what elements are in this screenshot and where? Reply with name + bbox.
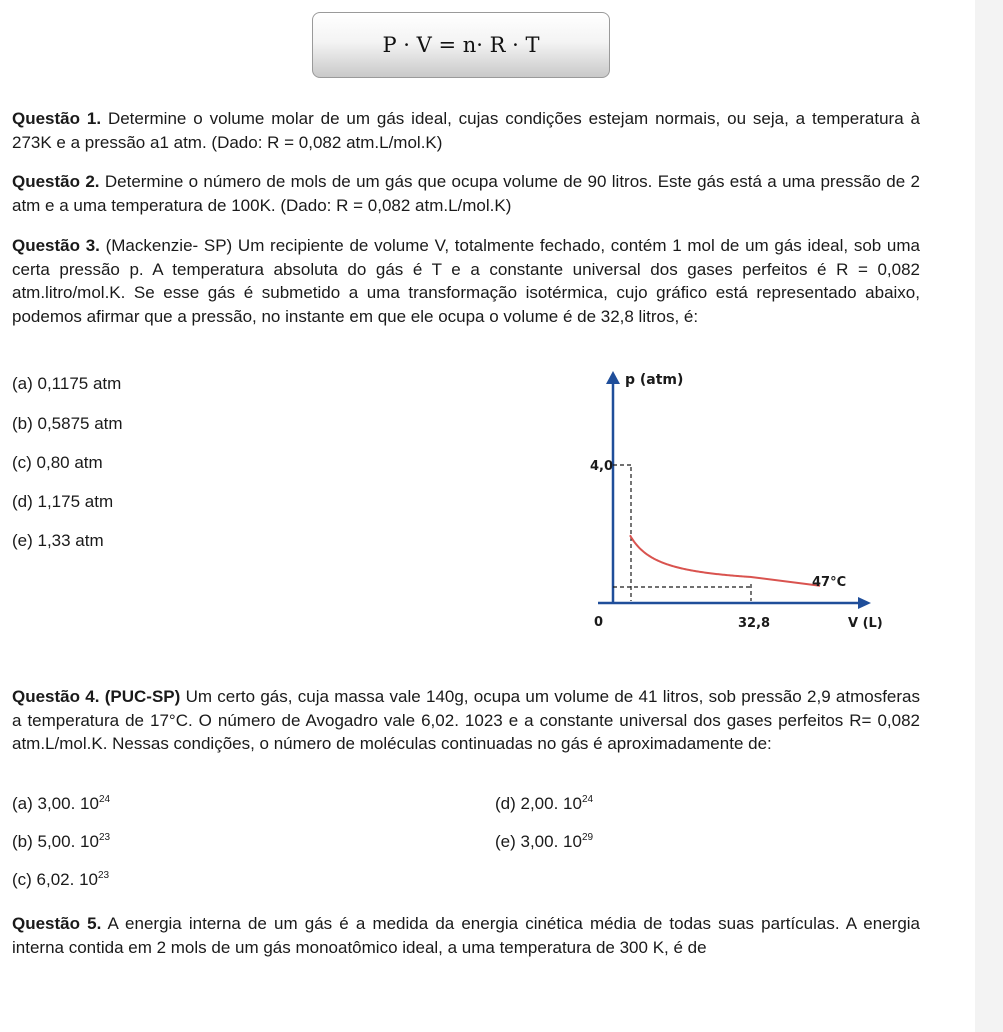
y-tick-label: 4,0	[590, 459, 614, 474]
isotherm-chart	[560, 365, 900, 640]
question-2-label: Questão 2.	[12, 172, 100, 191]
question-5-label: Questão 5.	[12, 914, 102, 933]
q4-option-c-exponent: 23	[98, 870, 110, 881]
x-tick-label: 32,8	[738, 616, 771, 631]
q4-option-e-text: (e) 3,00. 10	[495, 832, 582, 851]
q4-option-d-text: (d) 2,00. 10	[495, 794, 582, 813]
origin-label: 0	[594, 615, 604, 630]
q4-option-d-exponent: 24	[581, 794, 594, 805]
q4-option-c-text: (c) 6,02. 10	[12, 870, 98, 889]
x-axis-arrow	[858, 597, 871, 609]
q4-option-b-text: (b) 5,00. 10	[12, 832, 99, 851]
q4-option-c	[12, 869, 109, 891]
y-axis-arrow	[606, 371, 620, 384]
q3-option-e: (e) 1,33 atm	[12, 531, 104, 550]
q4-option-a	[12, 793, 110, 815]
question-4-text: Um certo gás, cuja massa vale 140g, ocupa um volume de 41 litros, sob pressão 2,9 atmosferas a temperatura de 17°C. O número de Avogadro vale 6,02. 1023 e a constante universal dos gases perfeitos R= 0,082 atm.L/mol.K. Nessas condições, o número de moléculas continuadas no gás é aproximadamente de:	[12, 687, 920, 753]
question-2-text: Determine o número de mols de um gás que ocupa volume de 90 litros. Este gás está a uma pressão de 2 atm e a uma temperatura de 100K. (Dado: R = 0,082 atm.L/mol.K)	[12, 172, 920, 215]
question-3-label: Questão 3.	[12, 236, 100, 255]
q4-option-a-text: (a) 3,00. 10	[12, 794, 99, 813]
q3-option-a: (a) 0,1175 atm	[12, 374, 122, 393]
q3-option-b: (b) 0,5875 atm	[12, 414, 123, 433]
q3-option-c: (c) 0,80 atm	[12, 453, 103, 472]
ideal-gas-formula-box	[312, 12, 610, 78]
isotherm-curve	[630, 535, 820, 586]
question-4-label: Questão 4. (PUC-SP)	[12, 687, 181, 706]
question-1-text: Determine o volume molar de um gás ideal, cujas condições estejam normais, ou seja, a temperatura à 273K e a pressão a1 atm. (Dado: R = 0,082 atm.L/mol.K)	[12, 109, 920, 152]
question-1	[12, 107, 920, 154]
q4-option-a-exponent: 24	[98, 794, 111, 805]
q4-option-b	[12, 831, 110, 853]
question-1-label: Questão 1.	[12, 109, 102, 128]
q4-option-d	[495, 793, 593, 815]
q4-option-e-exponent: 29	[581, 832, 594, 843]
curve-temperature-label: 47°C	[812, 575, 847, 590]
question-5	[12, 912, 920, 959]
question-3-text: (Mackenzie- SP) Um recipiente de volume V, totalmente fechado, contém 1 mol de um gás ideal, sob uma certa pressão p. A temperatura absoluta do gás é T e a constante universal dos gases perfeitos é R = 0,082 atm.litro/mol.K. Se esse gás é submetido a uma transformação isotérmica, cujo gráfico está representado abaixo, podemos afirmar que a pressão, no instante em que ele ocupa o volume é de 32,8 litros, é:	[12, 236, 921, 326]
q3-option-d: (d) 1,175 atm	[12, 492, 114, 511]
formula-text: P · V = n· R · T	[382, 33, 540, 57]
question-5-text: A energia interna de um gás é a medida da energia cinética média de todas suas partículas. A energia interna contida em 2 mols de um gás monoatômico ideal, a uma temperatura de 300 K, é de	[12, 914, 921, 957]
question-3	[12, 234, 920, 328]
q4-option-b-exponent: 23	[98, 832, 111, 843]
q4-option-e	[495, 831, 593, 853]
y-axis-label: p (atm)	[625, 372, 684, 388]
x-axis-label: V (L)	[848, 616, 883, 631]
question-2	[12, 170, 920, 217]
question-4	[12, 685, 920, 756]
page-edge-strip	[975, 0, 1003, 1032]
